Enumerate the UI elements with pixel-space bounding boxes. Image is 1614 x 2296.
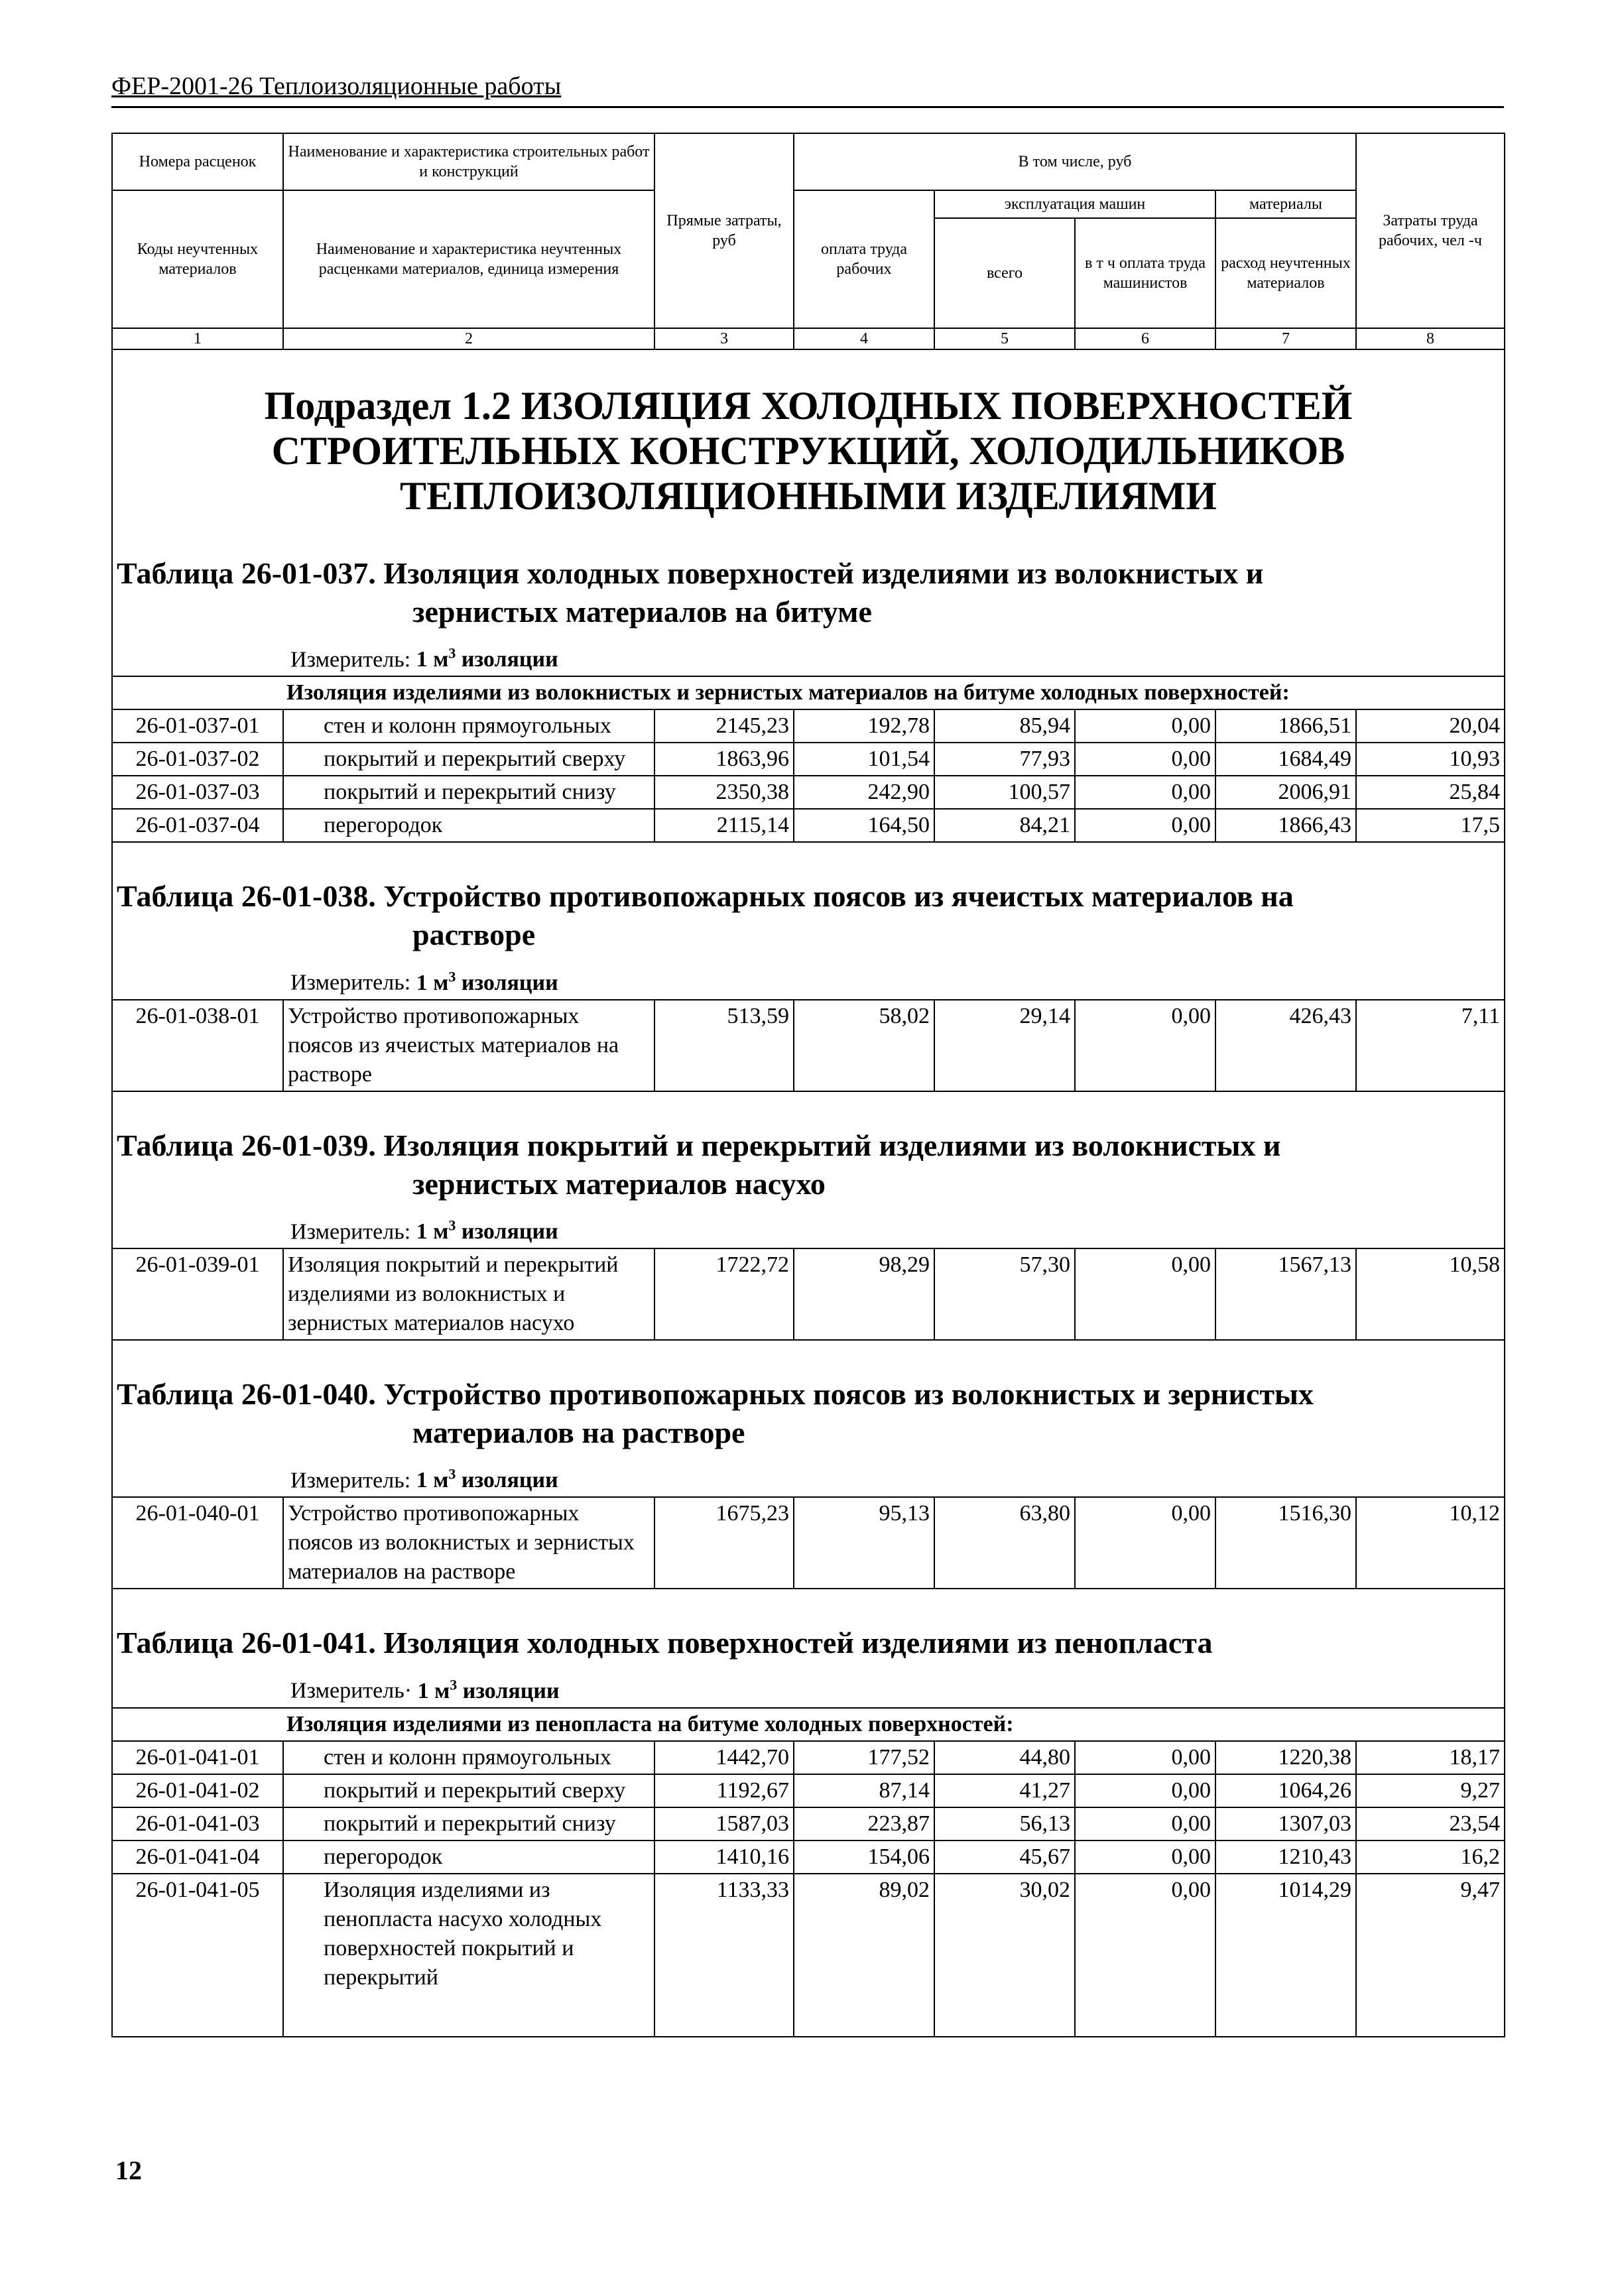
value-c5: 56,13	[934, 1807, 1075, 1841]
meter-sup: 3	[448, 1465, 456, 1482]
header-row-1	[112, 133, 1505, 190]
table-title-row	[112, 1616, 1505, 1707]
table-title-cell	[112, 869, 1505, 999]
value-c6: 0,00	[1075, 776, 1215, 809]
value-c4: 89,02	[794, 1874, 934, 2037]
group-title: Изоляция изделиями из волокнистых и зернистых материалов на битуме холодных поверхностей:	[112, 676, 1505, 709]
meter-value-wrap	[416, 647, 558, 672]
value-c5: 45,67	[934, 1841, 1075, 1874]
meter-label: Измеритель:	[290, 647, 416, 672]
rate-code: 26-01-037-04	[112, 809, 283, 842]
value-c3: 1133,33	[654, 1874, 794, 2037]
value-c5: 29,14	[934, 1000, 1075, 1091]
table-title-line-1: Таблица 26-01-040. Устройство противопожарных поясов из волокнистых и зернистых	[117, 1376, 1314, 1411]
rate-code: 26-01-041-05	[112, 1874, 283, 2037]
value-c7: 1516,30	[1215, 1497, 1356, 1589]
rate-name: перегородок	[283, 1841, 654, 1874]
table-meter	[117, 1211, 1500, 1246]
value-c3: 2145,23	[654, 709, 794, 743]
value-c7: 1220,38	[1215, 1741, 1356, 1774]
value-c5: 77,93	[934, 743, 1075, 776]
value-c8: 17,5	[1356, 809, 1505, 842]
rate-name: стен и колонн прямоугольных	[283, 1741, 654, 1774]
table-meter	[117, 1460, 1500, 1495]
value-c7: 1567,13	[1215, 1248, 1356, 1340]
machines-header: эксплуатация машин	[934, 190, 1215, 218]
col4-header: оплата труда рабочих	[794, 190, 934, 328]
spacer-row	[112, 842, 1505, 869]
rate-name: Изоляция изделиями из пенопласта насухо холодных поверхностей покрытий и перекрытий	[283, 1874, 654, 2037]
index-7: 7	[1215, 328, 1356, 349]
table-title-line-2: зернистых материалов насухо	[412, 1166, 826, 1201]
table-title-row	[112, 1367, 1505, 1497]
table-title-cell	[112, 1118, 1505, 1248]
meter-sup: 3	[448, 1217, 456, 1234]
meter-value-wrap	[416, 1219, 558, 1244]
meter-unit: изоляции	[456, 647, 558, 672]
value-c6: 0,00	[1075, 1248, 1215, 1340]
rate-name: Устройство противопожарных поясов из волокнистых и зернистых материалов на растворе	[283, 1497, 654, 1589]
rate-name: Изоляция покрытий и перекрытий изделиями из волокнистых и зернистых материалов насухо	[283, 1248, 654, 1340]
value-c5: 85,94	[934, 709, 1075, 743]
rate-code: 26-01-037-02	[112, 743, 283, 776]
value-c8: 10,93	[1356, 743, 1505, 776]
page-number: 12	[115, 2155, 142, 2185]
table-row	[112, 776, 1505, 809]
value-c7: 2006,91	[1215, 776, 1356, 809]
col1-bottom-header: Коды неучтенных материалов	[112, 190, 283, 328]
value-c3: 1442,70	[654, 1741, 794, 1774]
table-title	[117, 1375, 1500, 1452]
value-c3: 1192,67	[654, 1774, 794, 1807]
rate-name: покрытий и перекрытий сверху	[283, 743, 654, 776]
value-c4: 192,78	[794, 709, 934, 743]
table-title-cell	[112, 1616, 1505, 1707]
value-c6: 0,00	[1075, 1741, 1215, 1774]
value-c4: 58,02	[794, 1000, 934, 1091]
rate-name: стен и колонн прямоугольных	[283, 709, 654, 743]
index-8: 8	[1356, 328, 1505, 349]
table-row	[112, 809, 1505, 842]
subsection-title: Подраздел 1.2 ИЗОЛЯЦИЯ ХОЛОДНЫХ ПОВЕРХНОСТЕЙ СТРОИТЕЛЬНЫХ КОНСТРУКЦИЙ, ХОЛОДИЛЬНИКОВ ТЕПЛОИЗОЛЯЦИОННЫМИ ИЗДЕЛИЯМИ	[264, 384, 1353, 518]
table-title-line-1: Таблица 26-01-038. Устройство противопожарных поясов из ячеистых материалов на	[117, 879, 1294, 914]
table-title-row	[112, 546, 1505, 676]
index-3: 3	[654, 328, 794, 349]
including-header: В том числе, руб	[794, 133, 1356, 190]
table-row	[112, 1774, 1505, 1807]
value-c7: 1684,49	[1215, 743, 1356, 776]
rates-table-body	[112, 133, 1505, 2037]
table-row	[112, 1000, 1505, 1091]
meter-label: Измеритель:	[290, 970, 416, 995]
meter-value: 1 м	[416, 1468, 449, 1493]
table-meter	[117, 639, 1500, 674]
rate-code: 26-01-040-01	[112, 1497, 283, 1589]
rate-code: 26-01-041-02	[112, 1774, 283, 1807]
index-6: 6	[1075, 328, 1215, 349]
value-c7: 1866,51	[1215, 709, 1356, 743]
rate-code: 26-01-041-04	[112, 1841, 283, 1874]
value-c5: 30,02	[934, 1874, 1075, 2037]
table-row	[112, 1874, 1505, 2037]
value-c6: 0,00	[1075, 1497, 1215, 1589]
table-title-line-2: зернистых материалов на битуме	[412, 595, 872, 629]
value-c6: 0,00	[1075, 1807, 1215, 1841]
value-c3: 2350,38	[654, 776, 794, 809]
value-c3: 1722,72	[654, 1248, 794, 1340]
rate-name: покрытий и перекрытий снизу	[283, 776, 654, 809]
value-c5: 44,80	[934, 1741, 1075, 1774]
value-c8: 10,58	[1356, 1248, 1505, 1340]
table-title-line-2: материалов на растворе	[412, 1415, 745, 1449]
meter-value: 1 м	[417, 1678, 450, 1703]
table-title-line-1: Таблица 26-01-039. Изоляция покрытий и перекрытий изделиями из волокнистых и	[117, 1128, 1281, 1162]
value-c8: 25,84	[1356, 776, 1505, 809]
value-c5: 57,30	[934, 1248, 1075, 1340]
rate-code: 26-01-037-03	[112, 776, 283, 809]
meter-value: 1 м	[416, 1219, 449, 1244]
rate-code: 26-01-039-01	[112, 1248, 283, 1340]
table-title-line-1: Таблица 26-01-037. Изоляция холодных поверхностей изделиями из волокнистых и	[117, 556, 1264, 590]
value-c4: 98,29	[794, 1248, 934, 1340]
value-c6: 0,00	[1075, 709, 1215, 743]
value-c8: 7,11	[1356, 1000, 1505, 1091]
value-c8: 10,12	[1356, 1497, 1505, 1589]
table-meter	[117, 1670, 1500, 1705]
table-row	[112, 743, 1505, 776]
value-c4: 95,13	[794, 1497, 934, 1589]
value-c6: 0,00	[1075, 1000, 1215, 1091]
value-c5: 63,80	[934, 1497, 1075, 1589]
table-title-line-2: растворе	[412, 918, 536, 952]
value-c8: 16,2	[1356, 1841, 1505, 1874]
rate-code: 26-01-038-01	[112, 1000, 283, 1091]
value-c3: 1863,96	[654, 743, 794, 776]
value-c8: 23,54	[1356, 1807, 1505, 1841]
meter-sup: 3	[448, 645, 456, 662]
group-row	[112, 1708, 1505, 1741]
index-4: 4	[794, 328, 934, 349]
rate-code: 26-01-041-03	[112, 1807, 283, 1841]
value-c5: 84,21	[934, 809, 1075, 842]
table-title-line-1: Таблица 26-01-041. Изоляция холодных поверхностей изделиями из пенопласта	[117, 1626, 1213, 1660]
value-c4: 154,06	[794, 1841, 934, 1874]
rate-code: 26-01-041-01	[112, 1741, 283, 1774]
spacer-cell	[112, 1340, 1505, 1367]
value-c5: 100,57	[934, 776, 1075, 809]
value-c7: 426,43	[1215, 1000, 1356, 1091]
table-row	[112, 709, 1505, 743]
col2-top-header: Наименование и характеристика строительных работ и конструкций	[283, 133, 654, 190]
col6-header: в т ч оплата труда машинистов	[1075, 218, 1215, 328]
spacer-row	[112, 1091, 1505, 1118]
meter-label: Измеритель:	[290, 1219, 416, 1244]
col7-header: расход неучтенных материалов	[1215, 218, 1356, 328]
value-c3: 1587,03	[654, 1807, 794, 1841]
value-c4: 223,87	[794, 1807, 934, 1841]
value-c4: 101,54	[794, 743, 934, 776]
table-meter	[117, 962, 1500, 997]
meter-value-wrap	[417, 1676, 560, 1703]
table-row	[112, 1741, 1505, 1774]
rate-name: перегородок	[283, 809, 654, 842]
meter-unit: изоляции	[456, 1219, 558, 1244]
index-2: 2	[283, 328, 654, 349]
meter-value: 1 м	[416, 970, 449, 995]
header-row-2	[112, 190, 1505, 218]
table-title	[117, 877, 1500, 954]
rate-name: покрытий и перекрытий сверху	[283, 1774, 654, 1807]
spacer-row	[112, 1589, 1505, 1616]
meter-sup: 3	[448, 968, 456, 985]
table-title-row	[112, 869, 1505, 999]
value-c4: 242,90	[794, 776, 934, 809]
spacer-cell	[112, 842, 1505, 869]
meter-value-wrap	[416, 968, 558, 995]
value-c7: 1014,29	[1215, 1874, 1356, 2037]
meter-label: Измеритель:	[290, 1468, 416, 1493]
index-5: 5	[934, 328, 1075, 349]
meter-sup: 3	[450, 1676, 458, 1693]
meter-value: 1 м	[416, 647, 449, 672]
group-title: Изоляция изделиями из пенопласта на битуме холодных поверхностей:	[112, 1708, 1505, 1741]
value-c6: 0,00	[1075, 1841, 1215, 1874]
table-title	[117, 554, 1500, 631]
spacer-row	[112, 1340, 1505, 1367]
value-c4: 164,50	[794, 809, 934, 842]
value-c8: 18,17	[1356, 1741, 1505, 1774]
table-title-row	[112, 1118, 1505, 1248]
spacer-cell	[112, 1091, 1505, 1118]
meter-unit: изоляции	[456, 1468, 558, 1493]
value-c3: 2115,14	[654, 809, 794, 842]
table-row	[112, 1497, 1505, 1589]
col5-header: всего	[934, 218, 1075, 328]
table-row	[112, 1807, 1505, 1841]
spacer-cell	[112, 1589, 1505, 1616]
value-c3: 513,59	[654, 1000, 794, 1091]
rate-name: покрытий и перекрытий снизу	[283, 1807, 654, 1841]
value-c8: 20,04	[1356, 709, 1505, 743]
index-1: 1	[112, 328, 283, 349]
subsection-row	[112, 349, 1505, 546]
value-c7: 1307,03	[1215, 1807, 1356, 1841]
value-c7: 1866,43	[1215, 809, 1356, 842]
group-row	[112, 676, 1505, 709]
table-title-cell	[112, 1367, 1505, 1497]
value-c5: 41,27	[934, 1774, 1075, 1807]
rate-code: 26-01-037-01	[112, 709, 283, 743]
meter-label: Измеритель·	[290, 1678, 418, 1703]
value-c8: 9,27	[1356, 1774, 1505, 1807]
table-title	[117, 1126, 1500, 1203]
value-c8: 9,47	[1356, 1874, 1505, 2037]
table-title	[117, 1624, 1500, 1662]
table-row	[112, 1841, 1505, 1874]
index-row	[112, 328, 1505, 349]
value-c7: 1210,43	[1215, 1841, 1356, 1874]
page-header	[111, 66, 1504, 108]
rate-name: Устройство противопожарных поясов из ячеистых материалов на растворе	[283, 1000, 654, 1091]
value-c3: 1410,16	[654, 1841, 794, 1874]
rates-table	[111, 133, 1505, 2037]
value-c7: 1064,26	[1215, 1774, 1356, 1807]
meter-unit: изоляции	[456, 970, 558, 995]
value-c4: 87,14	[794, 1774, 934, 1807]
value-c6: 0,00	[1075, 1874, 1215, 2037]
header-text: ФЕР-2001-26 Теплоизоляционные работы	[111, 72, 562, 100]
value-c6: 0,00	[1075, 743, 1215, 776]
table-row	[112, 1248, 1505, 1340]
col8-header: Затраты труда рабочих, чел -ч	[1356, 133, 1505, 328]
col2-bottom-header: Наименование и характеристика неучтенных расценками материалов, единица измерения	[283, 190, 654, 328]
value-c6: 0,00	[1075, 1774, 1215, 1807]
meter-value-wrap	[416, 1465, 558, 1493]
col3-header: Прямые затраты, руб	[654, 133, 794, 328]
value-c6: 0,00	[1075, 809, 1215, 842]
meter-unit: изоляции	[457, 1678, 560, 1703]
value-c3: 1675,23	[654, 1497, 794, 1589]
value-c4: 177,52	[794, 1741, 934, 1774]
col1-top-header: Номера расценок	[112, 133, 283, 190]
table-title-cell	[112, 546, 1505, 676]
materials-header: материалы	[1215, 190, 1356, 218]
